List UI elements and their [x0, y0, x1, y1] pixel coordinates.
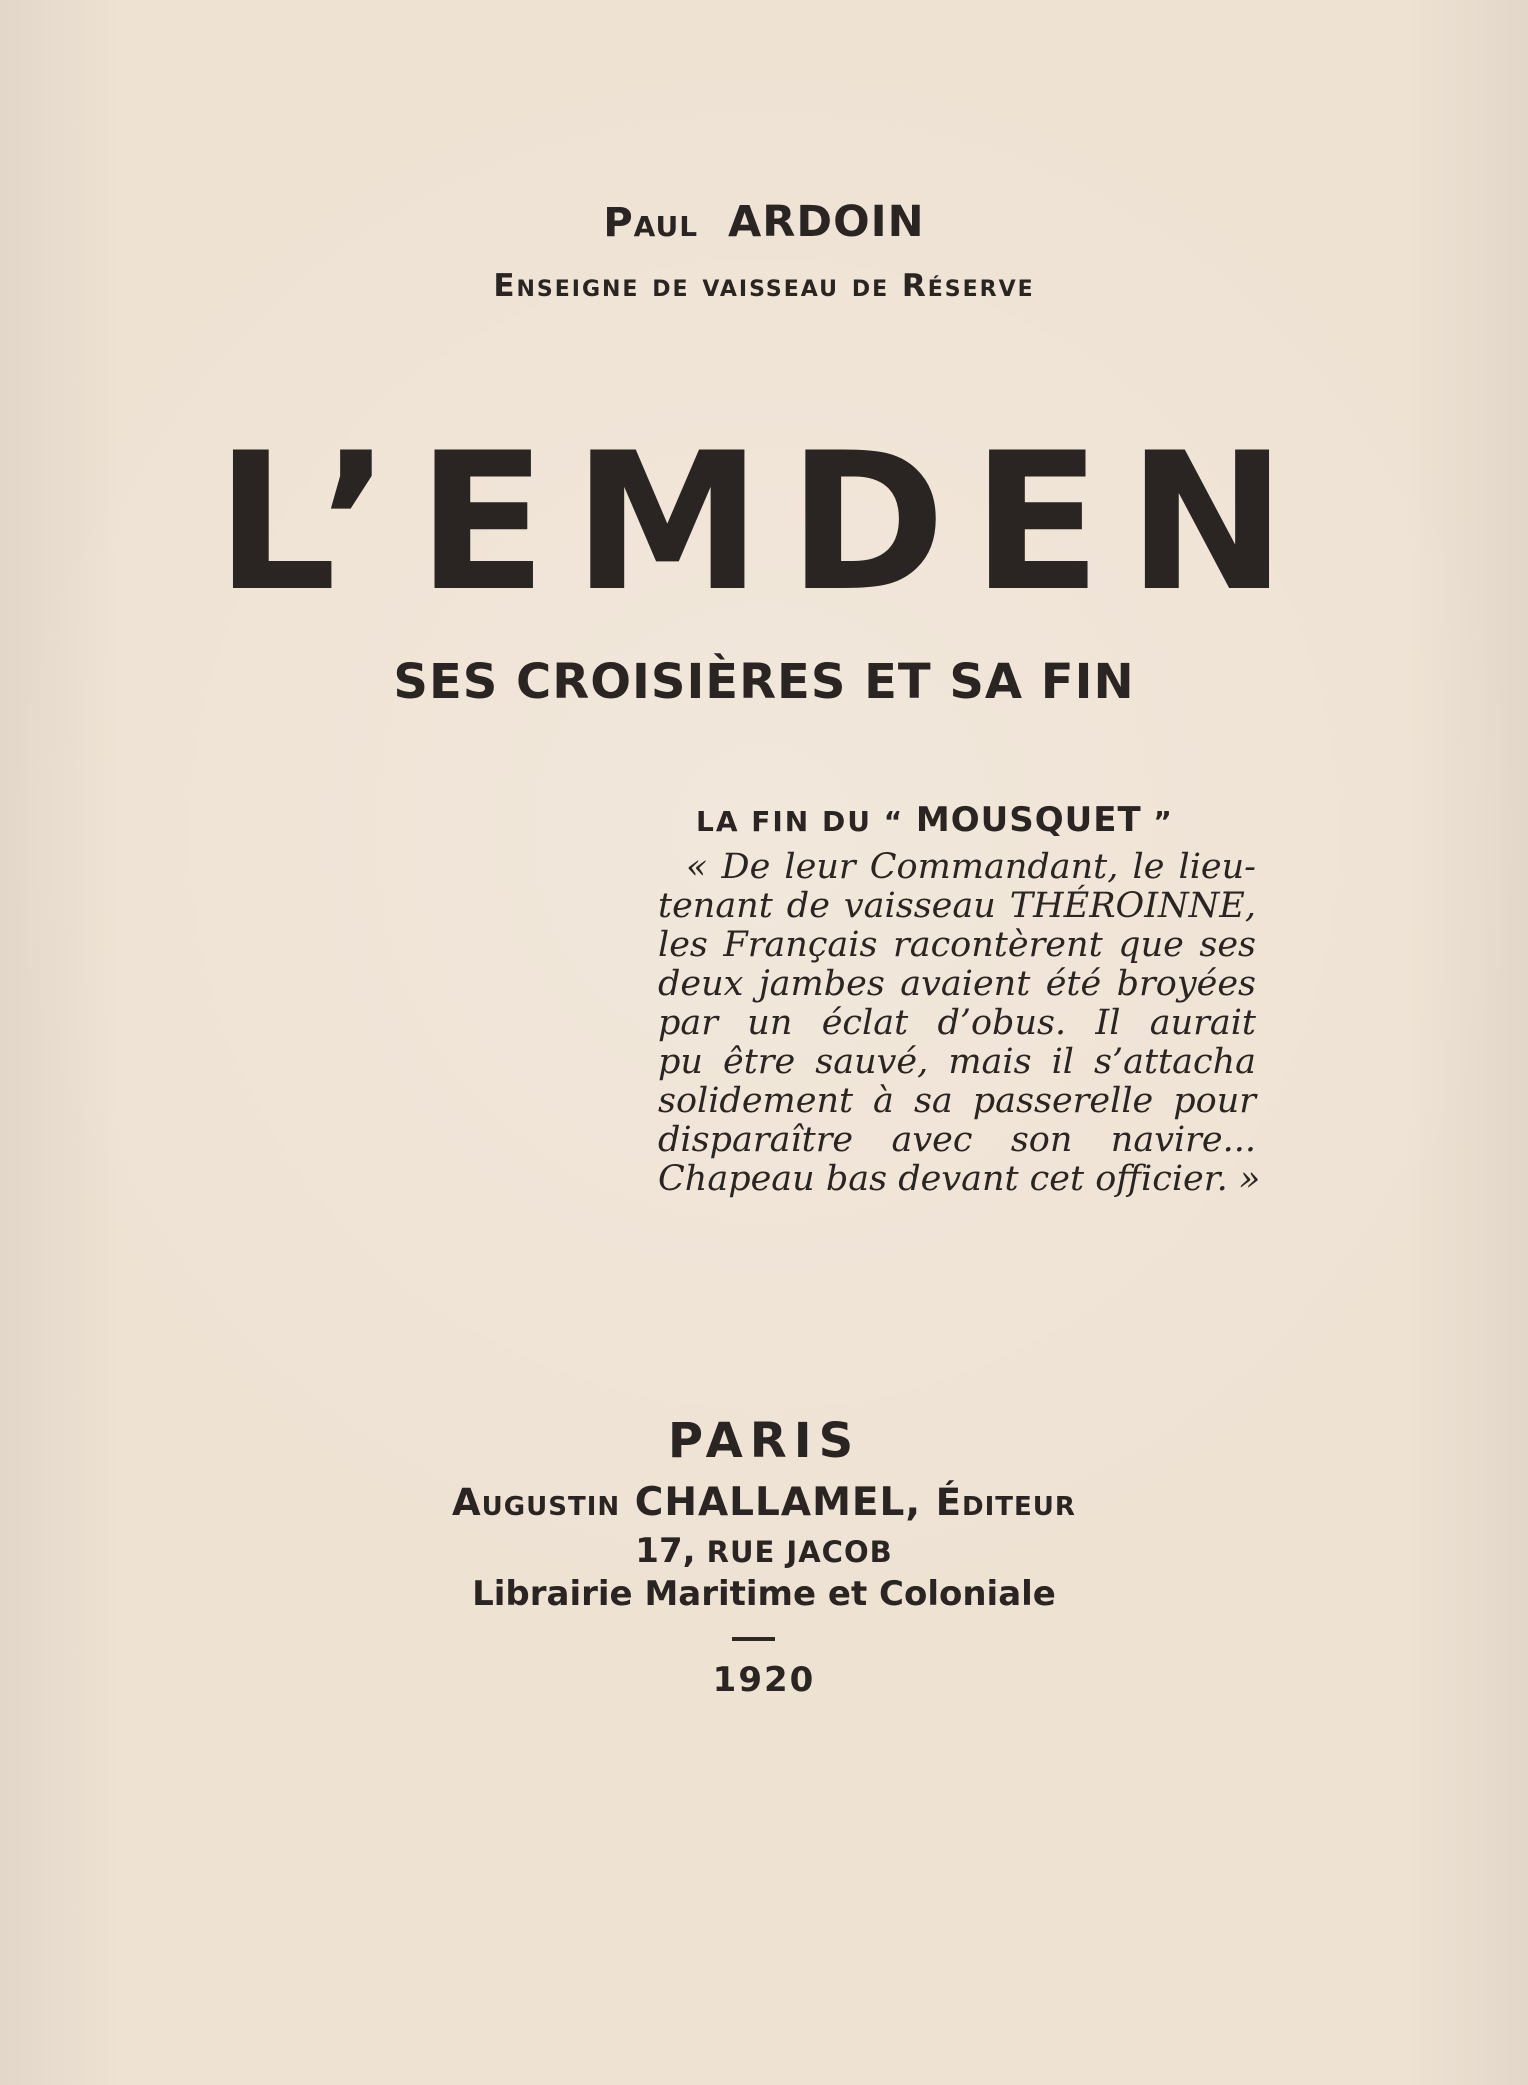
- publisher-line: [0, 1480, 1528, 1525]
- address-street: RUE JACOB: [706, 1535, 893, 1569]
- book-title: L’EMDEN: [215, 412, 1313, 633]
- publication-city: PARIS: [667, 1413, 861, 1469]
- author-first-name: Paul: [603, 200, 699, 246]
- book-subtitle: SES CROISIÈRES ET SA FIN: [393, 654, 1135, 710]
- quote-line-7: solidement à sa passerelle pour: [658, 1081, 1256, 1121]
- epigraph-title: [696, 800, 1256, 840]
- epigraph-ship-name: MOUSQUET: [915, 800, 1142, 840]
- epigraph-open-quote: “: [883, 805, 905, 838]
- publication-year: 1920: [712, 1660, 816, 1700]
- epigraph-close-quote: ”: [1153, 805, 1174, 838]
- epigraph-quote: [658, 847, 1261, 1199]
- library-name: Librairie Maritime et Coloniale: [472, 1574, 1056, 1614]
- author-last-name: ARDOIN: [728, 197, 925, 247]
- epigraph: [658, 800, 1261, 1199]
- publisher-last-name: CHALLAMEL,: [634, 1480, 922, 1525]
- quote-line-4: deux jambes avaient été broyées: [658, 964, 1256, 1004]
- quote-line-9: Chapeau bas devant cet officier. »: [658, 1159, 1261, 1199]
- author-rank: Enseigne de vaisseau de Réserve: [493, 268, 1035, 304]
- quote-line-2: tenant de vaisseau THÉROINNE,: [658, 886, 1256, 926]
- quote-line-1: « De leur Commandant, le lieu-: [686, 847, 1256, 887]
- publisher-role: Éditeur: [935, 1481, 1076, 1524]
- quote-line-3: les Français racontèrent que ses: [658, 925, 1256, 965]
- epigraph-prefix: LA FIN DU: [696, 805, 872, 838]
- quote-line-5: par un éclat d’obus. Il aurait: [658, 1003, 1256, 1043]
- author-name: [0, 197, 1528, 247]
- publisher-first-name: Augustin: [452, 1481, 621, 1524]
- address-number: 17,: [635, 1531, 696, 1571]
- quote-line-6: pu être sauvé, mais il s’attacha: [658, 1042, 1256, 1082]
- quote-line-8: disparaître avec son navire...: [658, 1120, 1256, 1160]
- publisher-address: [0, 1531, 1528, 1571]
- divider-line: [732, 1637, 775, 1641]
